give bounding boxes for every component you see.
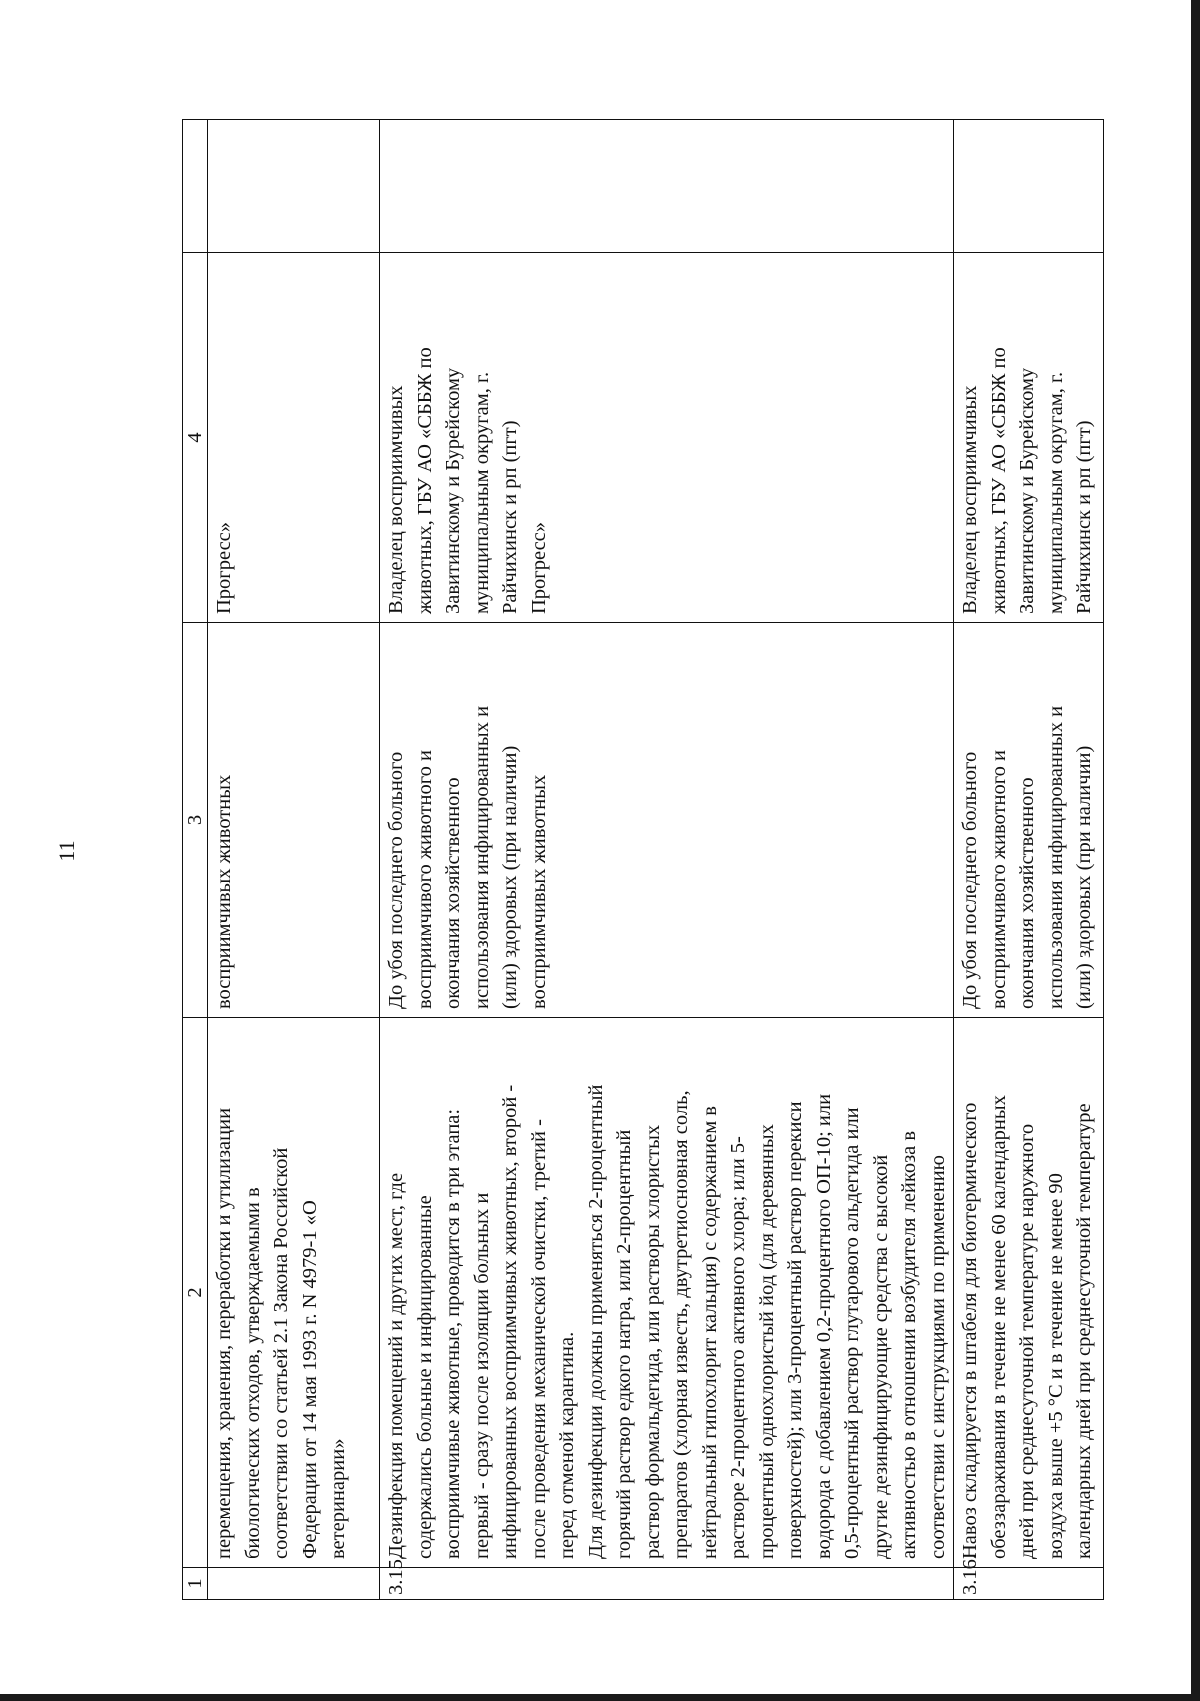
extra-cell xyxy=(208,120,380,253)
responsible-cell: Прогресс» xyxy=(208,253,380,623)
row-number xyxy=(208,1568,380,1600)
header-col-4: 4 xyxy=(183,253,208,623)
term-cell: До убоя последнего больного восприимчивого животного и окончания хозяйственного использования инфицированных и (или) здоровых (при наличии) восприимчивых животных xyxy=(380,623,954,1018)
header-col-5 xyxy=(183,120,208,253)
header-col-1: 1 xyxy=(183,1568,208,1600)
extra-cell xyxy=(954,120,1104,253)
term-cell: До убоя последнего больного восприимчивого животного и окончания хозяйственного использования инфицированных и (или) здоровых (при наличии) xyxy=(954,623,1104,1018)
responsible-cell: Владелец восприимчивых животных, ГБУ АО «СББЖ по Завитинскому и Бурейскому муниципальным округам, г. Райчихинск и рп (пгт) Прогресс» xyxy=(380,253,954,623)
table-row xyxy=(954,120,1104,1600)
responsible-cell: Владелец восприимчивых животных, ГБУ АО «СББЖ по Завитинскому и Бурейскому муниципальным округам, г. Райчихинск и рп (пгт) xyxy=(954,253,1104,623)
measure-cell: Дезинфекция помещений и других мест, где содержались больные и инфицированные восприимчивые животные, проводится в три этапа: первый - сразу после изоляции больных и инфицированных восприимчивых животных, второй - после проведения механической очистки, третий - перед отменой карантина. Для дезинфекции должны применяться 2-процентный горячий раствор едкого натра, или 2-процентный раствор формальдегида, или растворы хлористых препаратов (хлорная известь, двутретиосновная соль, нейтральный гипохлорит кальция) с содержанием в растворе 2-процентного активного хлора; или 5- процентный однохлористый йод (для деревянных поверхностей); или 3-процентный раствор перекиси водорода с добавлением 0,2-процентного ОП-10; или 0,5-процентный раствор глутарового альдегида или другие дезинфицирующие средства с высокой активностью в отношении возбудителя лейкоза в соответствии с инструкциями по применению xyxy=(380,1018,954,1568)
measure-cell: перемещения, хранения, переработки и утилизации биологических отходов, утверждаемыми в соответствии со статьей 2.1 Закона Российской Федерации от 14 мая 1993 г. N 4979-1 «О ветеринарии» xyxy=(208,1018,380,1568)
scan-edge-bottom xyxy=(0,1694,1200,1701)
rotated-table-wrapper xyxy=(182,120,1095,1600)
measure-cell: Навоз складируется в штабеля для биотермического обеззараживания в течение не менее 60 календарных дней при среднесуточной температуре наружного воздуха выше +5 °С и в течение не менее 90 календарных дней при среднесуточной температуре xyxy=(954,1018,1104,1568)
extra-cell xyxy=(380,120,954,253)
measures-table xyxy=(182,119,1104,1600)
table-header-row xyxy=(183,120,208,1600)
table-row xyxy=(380,120,954,1600)
term-cell: восприимчивых животных xyxy=(208,623,380,1018)
header-col-2: 2 xyxy=(183,1018,208,1568)
scan-edge-right xyxy=(1191,0,1200,1701)
page-number: 11 xyxy=(54,840,79,862)
row-number: 3.15. xyxy=(380,1568,954,1600)
row-number: 3.16. xyxy=(954,1568,1104,1600)
header-col-3: 3 xyxy=(183,623,208,1018)
table-row xyxy=(208,120,380,1600)
